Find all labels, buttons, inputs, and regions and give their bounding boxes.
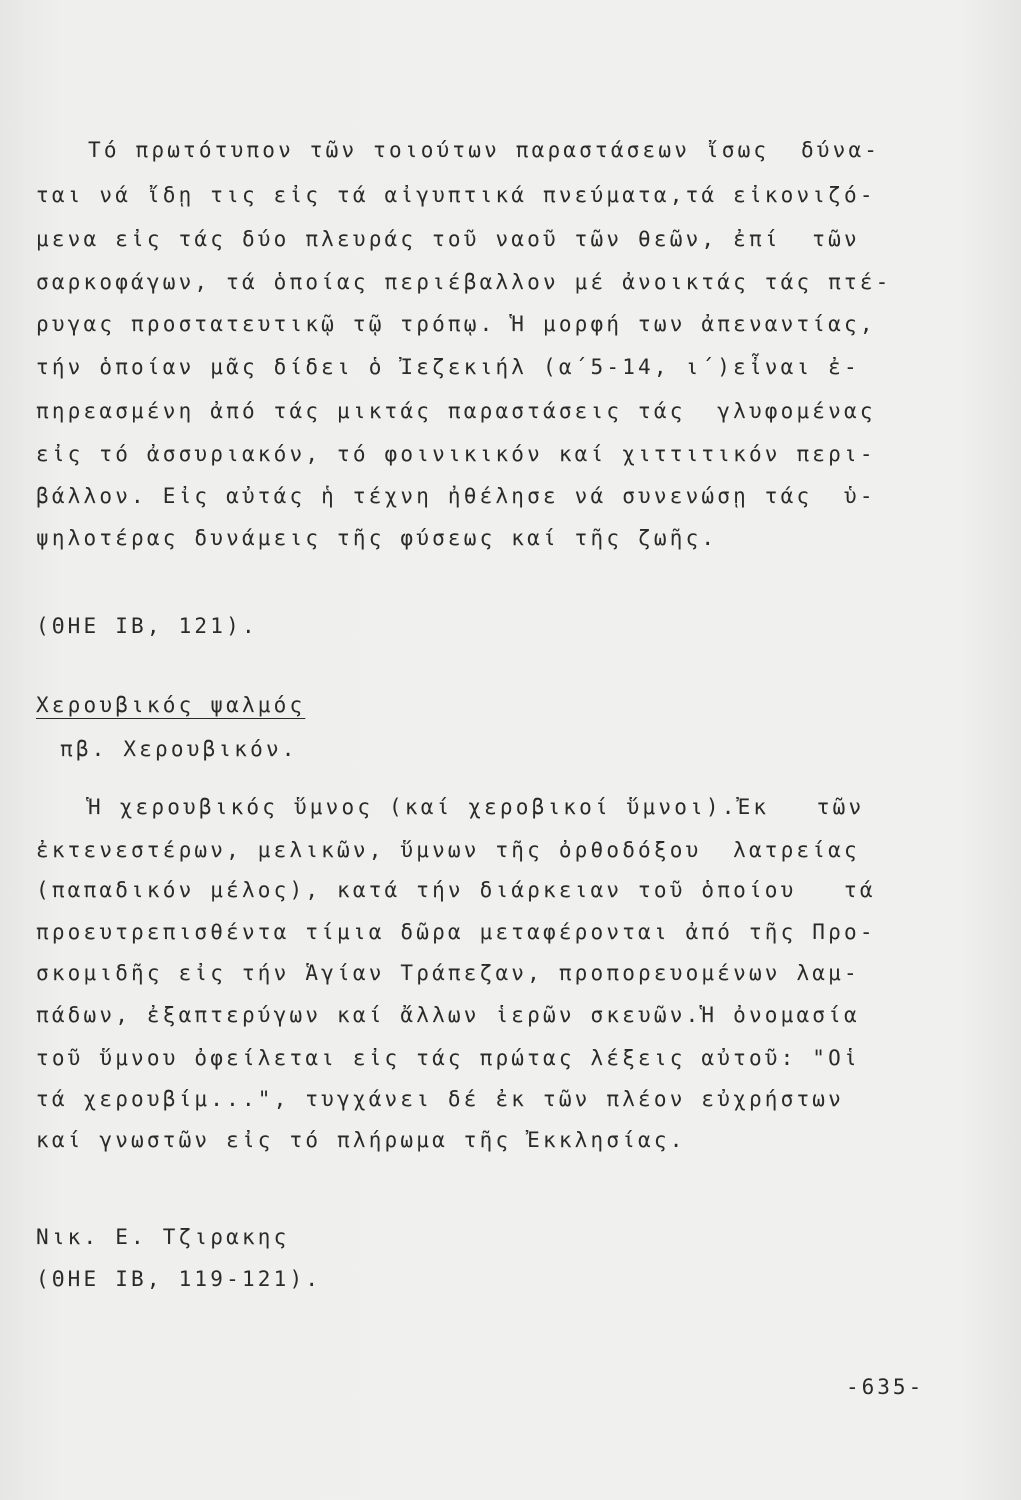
paragraph-1-line-3: μενα εἰς τάς δύο πλευράς τοῦ ναοῦ τῶν θεῶν, ἐπί τῶν xyxy=(36,227,860,251)
paragraph-2-line-7: τοῦ ὕμνου ὀφείλεται εἰς τάς πρώτας λέξεις αὐτοῦ: "Οἱ xyxy=(36,1046,860,1070)
paragraph-2-line-5: σκομιδῆς εἰς τήν Ἁγίαν Τράπεζαν, προπορευομένων λαμ- xyxy=(36,961,860,985)
paragraph-1-line-8: εἰς τό ἀσσυριακόν, τό φοινικικόν καί χιττιτικόν περι- xyxy=(36,442,876,466)
paragraph-2-line-8: τά χερουβίμ...", τυγχάνει δέ ἐκ τῶν πλέον εὐχρήστων xyxy=(36,1087,844,1111)
paragraph-1-line-7: πηρεασμένη ἀπό τάς μικτάς παραστάσεις τάς γλυφομένας xyxy=(36,399,876,423)
paragraph-1-line-2: ται νά ἴδῃ τις εἰς τά αἰγυπτικά πνεύματα,τά εἰκονιζό- xyxy=(36,183,876,207)
paragraph-2-line-3: (παπαδικόν μέλος), κατά τήν διάρκειαν τοῦ ὁποίου τά xyxy=(36,878,876,902)
cross-reference: πβ. Χερουβικόν. xyxy=(60,737,298,761)
paragraph-2-line-9: καί γνωστῶν εἰς τό πλήρωμα τῆς Ἐκκλησίας. xyxy=(36,1128,686,1152)
paragraph-1-line-6: τήν ὁποίαν μᾶς δίδει ὁ Ἰεζεκιήλ (α΄5-14, ι΄)εἶναι ἐ- xyxy=(36,355,860,379)
paragraph-2-line-2: ἐκτενεστέρων, μελικῶν, ὕμνων τῆς ὀρθοδόξου λατρείας xyxy=(36,838,860,862)
paragraph-1-line-5: ρυγας προστατευτικῷ τῷ τρόπῳ. Ἡ μορφή των ἀπεναντίας, xyxy=(36,312,876,336)
citation-1: (ΘΗΕ ΙΒ, 121). xyxy=(36,614,258,638)
page-number: -635- xyxy=(846,1375,925,1399)
author-name: Νικ. Ε. Τζιρακης xyxy=(36,1225,290,1249)
paragraph-1-line-4: σαρκοφάγων, τά ὁποίας περιέβαλλον μέ ἀνοικτάς τάς πτέ- xyxy=(36,270,892,294)
citation-2: (ΘΗΕ ΙΒ, 119-121). xyxy=(36,1267,322,1291)
paragraph-2-line-1: Ἡ χερουβικός ὕμνος (καί χεροβικοί ὕμνοι).Ἐκ τῶν xyxy=(88,795,865,819)
paragraph-2-line-4: προευτρεπισθέντα τίμια δῶρα μεταφέρονται ἀπό τῆς Προ- xyxy=(36,920,876,944)
paragraph-1-line-1: Τό πρωτότυπον τῶν τοιούτων παραστάσεων ἴσως δύνα- xyxy=(88,138,881,162)
paragraph-1-line-9: βάλλον. Εἰς αὐτάς ἡ τέχνη ἠθέλησε νά συνενώσῃ τάς ὑ- xyxy=(36,484,876,508)
paragraph-2-line-6: πάδων, ἐξαπτερύγων καί ἄλλων ἱερῶν σκευῶν.Ἡ ὀνομασία xyxy=(36,1003,860,1027)
paragraph-1-line-10: ψηλοτέρας δυνάμεις τῆς φύσεως καί τῆς ζωῆς. xyxy=(36,526,718,550)
entry-heading: Χερουβικός ψαλμός xyxy=(36,693,306,717)
